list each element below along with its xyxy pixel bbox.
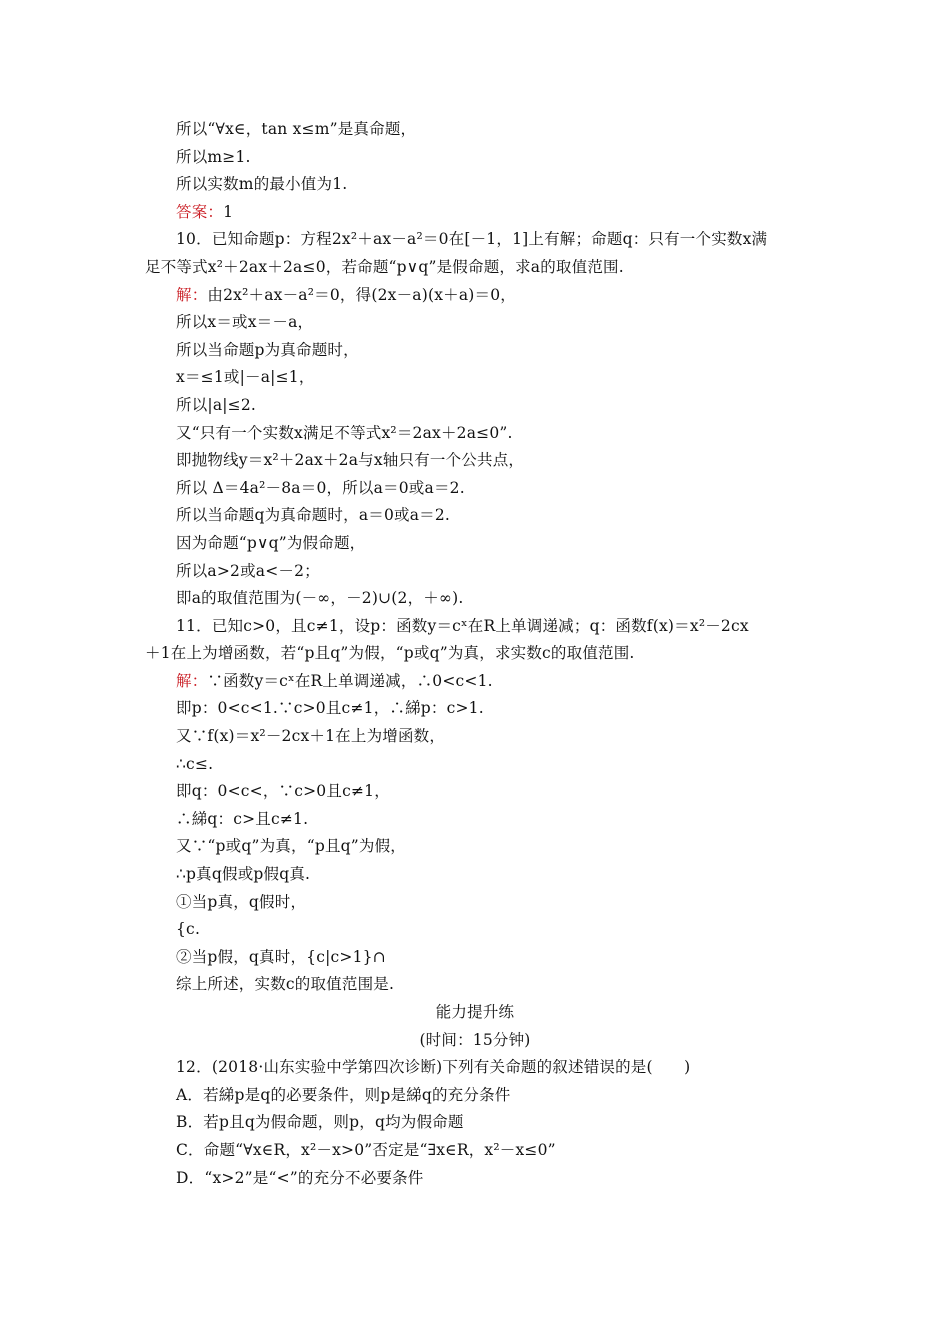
text-line [0, 1054, 950, 1082]
line-text: 所以 Δ＝4a²－8a＝0，所以a＝0或a＝2. [176, 478, 465, 497]
text-line [0, 640, 950, 668]
line-text: 所以|a|≤2. [176, 395, 257, 414]
text-line [0, 420, 950, 448]
line-text: 能力提升练 [435, 1003, 515, 1021]
text-line [0, 199, 950, 227]
line-text: ∴綈q：c>且c≠1. [176, 809, 309, 828]
text-line [0, 475, 950, 503]
text-line [0, 392, 950, 420]
answer-label: 答案： [176, 202, 224, 221]
line-text: 所以x＝或x＝－a， [176, 313, 314, 332]
text-line [0, 751, 950, 779]
text-line [0, 144, 950, 172]
line-text: 因为命题“p∨q”为假命题， [176, 533, 366, 552]
text-line [0, 585, 950, 613]
line-text: A．若綈p是q的必要条件，则p是綈q的充分条件 [176, 1085, 511, 1104]
answer-label: 解： [176, 285, 208, 304]
text-line [0, 364, 950, 392]
text-line [0, 116, 950, 144]
line-text: ∵函数y＝cˣ在R上单调递减，∴0<c<1. [207, 671, 493, 690]
text-line [0, 668, 950, 696]
text-line [0, 778, 950, 806]
text-line [0, 1137, 950, 1165]
answer-label: 解： [176, 671, 208, 690]
line-text: x＝≤1或|－a|≤1， [176, 368, 315, 387]
text-line [0, 558, 950, 586]
line-text: 又“只有一个实数x满足不等式x²＝2ax＋2a≤0”. [176, 423, 513, 442]
section-heading [0, 1027, 950, 1055]
line-text: 综上所述，实数c的取值范围是. [176, 975, 395, 994]
line-text: 11．已知c>0，且c≠1，设p：函数y＝cˣ在R上单调递减；q：函数f(x)＝x²－2cx [176, 616, 749, 635]
line-text: 10．已知命题p：方程2x²＋ax－a²＝0在[－1，1]上有解；命题q：只有一个实数x满 [176, 230, 768, 249]
text-line [0, 309, 950, 337]
line-text: 即q：0<c<，∵c>0且c≠1， [176, 782, 390, 801]
line-text: 所以m≥1. [176, 147, 251, 166]
text-line [0, 1109, 950, 1137]
line-text: 即a的取值范围为(－∞，－2)∪(2，＋∞). [176, 589, 464, 608]
text-line [0, 447, 950, 475]
text-line [0, 254, 950, 282]
line-text: 所以实数m的最小值为1. [176, 175, 348, 194]
text-line [0, 1082, 950, 1110]
text-line [0, 530, 950, 558]
page-content [0, 116, 950, 1192]
line-text: D．“x>2”是“<”的充分不必要条件 [176, 1168, 424, 1187]
text-line [0, 171, 950, 199]
text-line [0, 226, 950, 254]
line-text: C．命题“∀x∈R，x²－x>0”否定是“∃x∈R，x²－x≤0” [176, 1140, 556, 1159]
line-text: ∴p真q假或p假q真. [176, 865, 311, 884]
text-line [0, 833, 950, 861]
line-text: 所以a>2或a<－2； [176, 561, 320, 580]
line-text: 1 [223, 202, 234, 221]
text-line [0, 916, 950, 944]
line-text: 由2x²＋ax－a²＝0，得(2x－a)(x＋a)＝0， [207, 285, 516, 304]
line-text: 所以当命题q为真命题时，a＝0或a＝2. [176, 506, 451, 525]
line-text: (时间：15分钟) [419, 1030, 531, 1049]
text-line [0, 889, 950, 917]
line-text: 所以“∀x∈，tan x≤m”是真命题， [176, 120, 417, 138]
text-line [0, 695, 950, 723]
text-line [0, 971, 950, 999]
line-text: ＋1在上为增函数，若“p且q”为假，“p或q”为真，求实数c的取值范围. [145, 644, 635, 663]
text-line [0, 1165, 950, 1193]
text-line [0, 861, 950, 889]
text-line [0, 944, 950, 972]
line-text: 12．(2018·山东实验中学第四次诊断)下列有关命题的叙述错误的是( ) [176, 1058, 691, 1077]
line-text: ∴c≤. [176, 754, 214, 773]
text-line [0, 806, 950, 834]
line-text: 足不等式x²＋2ax＋2a≤0，若命题“p∨q”是假命题，求a的取值范围. [145, 257, 624, 276]
line-text: 即p：0<c<1.∵c>0且c≠1，∴綈p：c>1. [176, 699, 484, 718]
text-line [0, 723, 950, 751]
section-heading [0, 999, 950, 1027]
line-text: 又∵“p或q”为真，“p且q”为假， [176, 837, 406, 856]
line-text: ②当p假，q真时，{c|c>1}∩ [176, 947, 386, 966]
line-text: B．若p且q为假命题，则p，q均为假命题 [176, 1113, 464, 1132]
line-text: 又∵f(x)＝x²－2cx＋1在上为增函数， [176, 727, 446, 746]
line-text: 所以当命题p为真命题时， [176, 340, 359, 359]
text-line [0, 613, 950, 641]
text-line [0, 502, 950, 530]
line-text: 即抛物线y＝x²＋2ax＋2a与x轴只有一个公共点， [176, 451, 525, 470]
line-text: ①当p真，q假时， [176, 892, 307, 911]
line-text: {c. [176, 920, 201, 939]
text-line [0, 337, 950, 365]
text-line [0, 282, 950, 310]
